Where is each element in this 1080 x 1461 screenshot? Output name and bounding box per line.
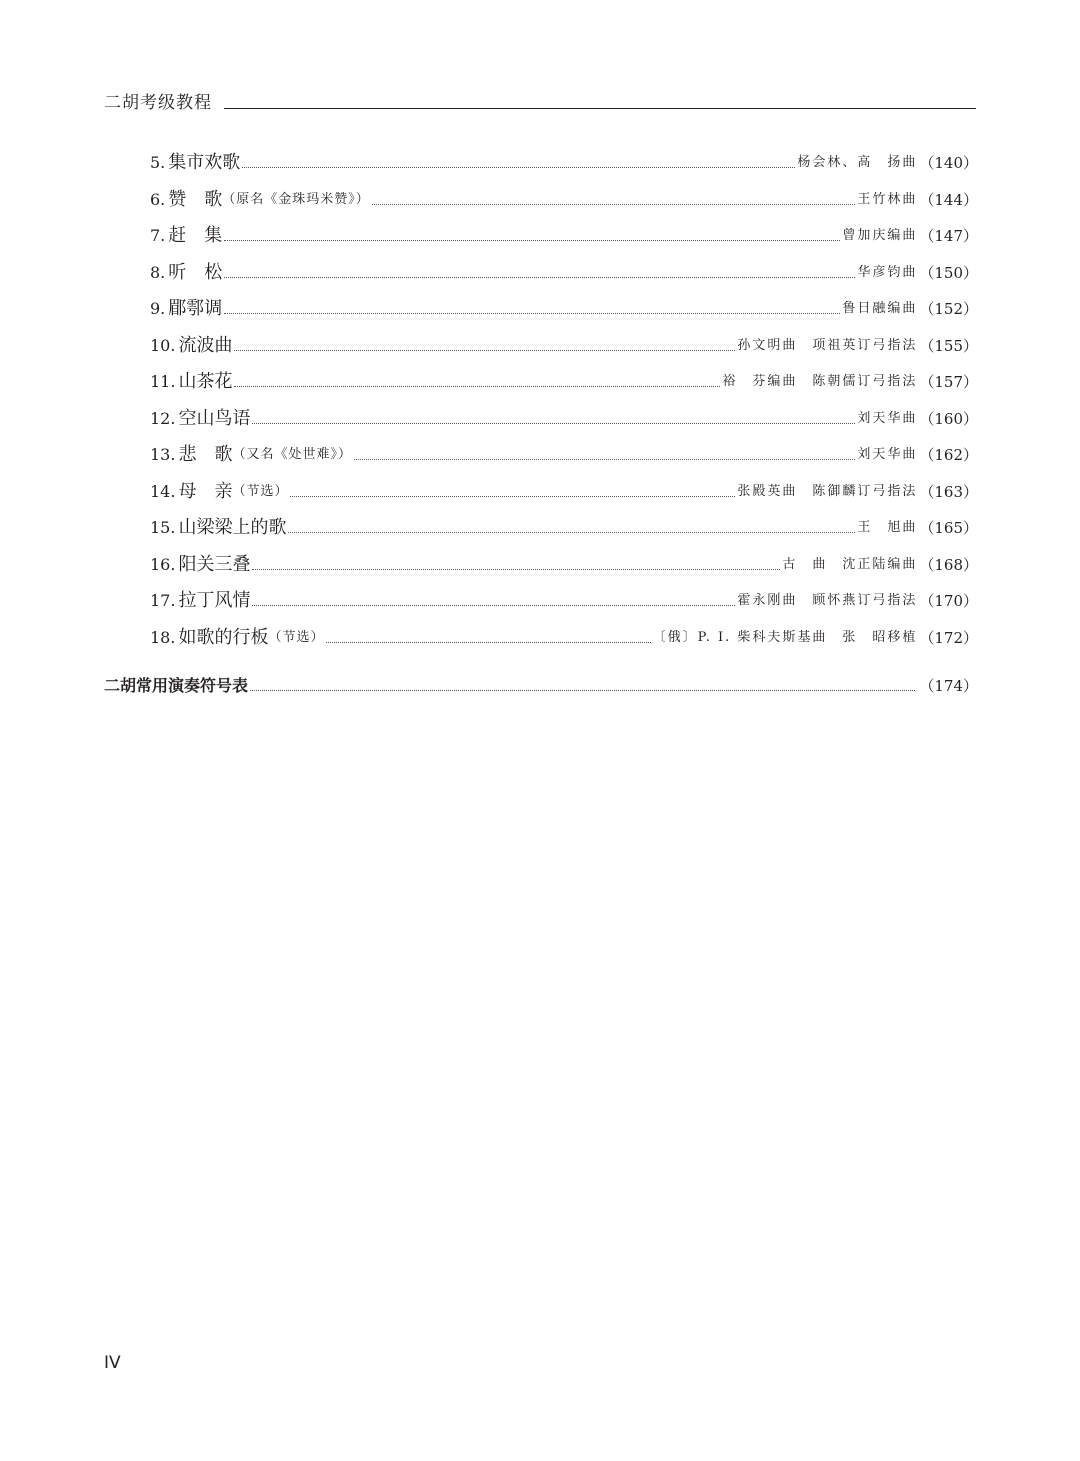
entry-credit: 王 旭曲 [857, 520, 918, 535]
toc-entry [150, 364, 978, 394]
entry-title: 山茶花 [178, 371, 233, 392]
dot-leader [252, 569, 780, 570]
entry-title: 郿鄠调 [168, 298, 223, 319]
entry-number: 11. [150, 372, 176, 391]
toc-entry [150, 328, 978, 358]
entry-page: （160） [919, 410, 978, 428]
entry-page: （147） [919, 227, 978, 245]
entry-page: （165） [919, 519, 978, 537]
entry-number: 12. [150, 409, 176, 428]
dot-leader [224, 277, 855, 278]
entry-credit: 曾加庆编曲 [842, 228, 918, 243]
dot-leader [234, 386, 720, 387]
entry-title: 拉丁风情 [178, 590, 251, 611]
entry-title: 赞 歌 [168, 189, 223, 210]
section-title: 二胡常用演奏符号表 [104, 676, 249, 695]
entry-credit: 鲁日融编曲 [842, 301, 918, 316]
entry-number: 6. [150, 190, 166, 209]
section-page: （174） [919, 677, 978, 695]
entry-number: 7. [150, 226, 166, 245]
toc-entry [150, 145, 978, 175]
entry-number: 18. [150, 628, 176, 647]
entry-title: 空山鸟语 [178, 408, 251, 429]
toc-entry [150, 547, 978, 577]
entry-credit: 〔俄〕P. I. 柴科夫斯基曲 张 昭移植 [652, 630, 918, 645]
entry-title: 母 亲 [178, 481, 233, 502]
entry-credit: 张殿英曲 陈御麟订弓指法 [737, 484, 918, 499]
entry-number: 15. [150, 518, 176, 537]
entry-number: 14. [150, 482, 176, 501]
entry-number: 13. [150, 445, 176, 464]
entry-number: 17. [150, 591, 176, 610]
toc-entry [150, 182, 978, 212]
dot-leader [252, 605, 735, 606]
entry-page: （157） [919, 373, 978, 391]
entry-note: （原名《金珠玛米赞》） [222, 192, 370, 207]
toc-entry [150, 474, 978, 504]
entry-credit: 刘天华曲 [857, 411, 918, 426]
entry-page: （163） [919, 483, 978, 501]
entry-credit: 霍永刚曲 顾怀燕订弓指法 [737, 593, 918, 608]
entry-note: （节选） [268, 630, 325, 645]
page-number: IV [104, 1353, 121, 1373]
dot-leader [224, 313, 840, 314]
entry-title: 集市欢歌 [168, 152, 241, 173]
toc-entry [150, 510, 978, 540]
entry-title: 山梁梁上的歌 [178, 517, 287, 538]
entry-note: （又名《处世难》） [232, 447, 352, 462]
dot-leader [250, 690, 915, 691]
entry-page: （144） [919, 191, 978, 209]
entry-title: 如歌的行板 [178, 627, 269, 648]
entry-page: （150） [919, 264, 978, 282]
toc-entry [150, 401, 978, 431]
entry-credit: 刘天华曲 [857, 447, 918, 462]
book-title: 二胡考级教程 [104, 93, 212, 113]
entry-title: 流波曲 [178, 335, 233, 356]
entry-number: 8. [150, 263, 166, 282]
toc-entry [150, 437, 978, 467]
toc-entry [150, 255, 978, 285]
entry-credit: 王竹林曲 [857, 192, 918, 207]
toc-entry [150, 620, 978, 650]
dot-leader [290, 496, 735, 497]
entry-credit: 华彦钧曲 [857, 265, 918, 280]
dot-leader [326, 642, 650, 643]
entry-credit: 古 曲 沈正陆编曲 [782, 557, 918, 572]
entry-page: （172） [919, 629, 978, 647]
entry-number: 10. [150, 336, 176, 355]
entry-credit: 孙文明曲 项祖英订弓指法 [737, 338, 918, 353]
entry-note: （节选） [232, 484, 289, 499]
toc-entry [150, 291, 978, 321]
entry-title: 悲 歌 [178, 444, 233, 465]
dot-leader [372, 204, 856, 205]
entry-number: 16. [150, 555, 176, 574]
entry-page: （140） [919, 154, 978, 172]
toc-section-entry [104, 668, 978, 698]
entry-page: （170） [919, 592, 978, 610]
toc-entry [150, 583, 978, 613]
entry-number: 5. [150, 153, 166, 172]
dot-leader [288, 532, 855, 533]
entry-number: 9. [150, 299, 166, 318]
dot-leader [354, 459, 855, 460]
entry-page: （162） [919, 446, 978, 464]
entry-page: （152） [919, 300, 978, 318]
dot-leader [242, 167, 795, 168]
entry-title: 听 松 [168, 262, 223, 283]
entry-page: （168） [919, 556, 978, 574]
dot-leader [252, 423, 855, 424]
entry-title: 阳关三叠 [178, 554, 251, 575]
toc-entry [150, 218, 978, 248]
dot-leader [234, 350, 735, 351]
entry-title: 赶 集 [168, 225, 223, 246]
entry-credit: 杨会林、高 扬曲 [797, 155, 918, 170]
running-header [104, 88, 976, 114]
entry-page: （155） [919, 337, 978, 355]
entry-credit: 裕 芬编曲 陈朝儒订弓指法 [722, 374, 918, 389]
dot-leader [224, 240, 840, 241]
header-rule [224, 108, 976, 109]
